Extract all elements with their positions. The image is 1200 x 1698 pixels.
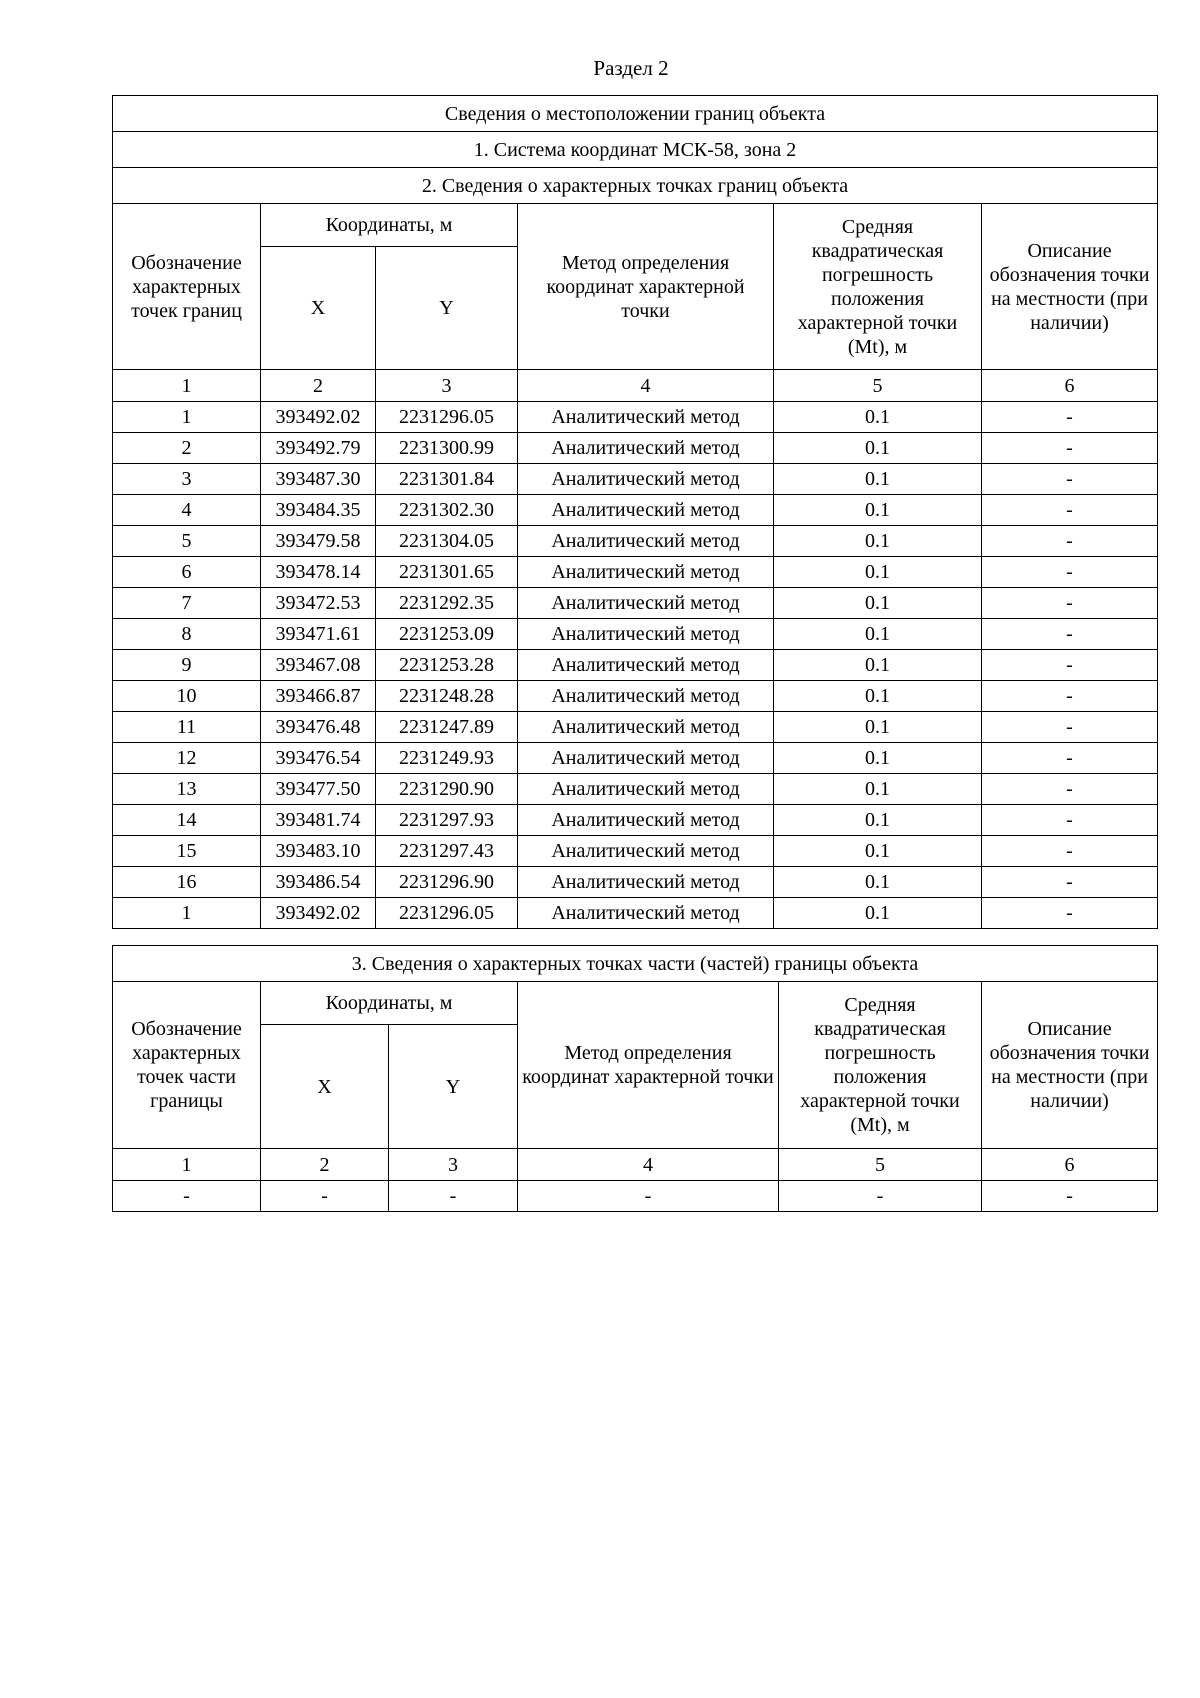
y-coordinate-cell: 2231249.93: [376, 743, 518, 774]
x-coordinate-cell: 393492.79: [261, 433, 376, 464]
x-coordinate-cell: 393471.61: [261, 619, 376, 650]
x-coordinate-cell: 393481.74: [261, 805, 376, 836]
table1-caption: 2. Сведения о характерных точках границ объекта: [113, 168, 1158, 204]
column-number: 2: [261, 370, 376, 402]
method-cell: Аналитический метод: [518, 867, 774, 898]
error-cell: 0.1: [774, 495, 982, 526]
column-number: 5: [774, 370, 982, 402]
description-cell: -: [982, 898, 1158, 929]
error-cell: 0.1: [774, 867, 982, 898]
header-x: X: [261, 247, 376, 370]
column-number: 3: [376, 370, 518, 402]
header-point-designation: Обозначение характерных точек границ: [113, 204, 261, 370]
x-coordinate-cell: 393484.35: [261, 495, 376, 526]
column-number: 6: [982, 1149, 1158, 1181]
description-cell: -: [982, 836, 1158, 867]
error-cell: 0.1: [774, 712, 982, 743]
x-coordinate-cell: 393486.54: [261, 867, 376, 898]
header-method: Метод определения координат характерной точки: [518, 982, 779, 1149]
y-coordinate-cell: 2231301.84: [376, 464, 518, 495]
table-row: [113, 712, 1158, 743]
point-number-cell: 15: [113, 836, 261, 867]
object-boundaries-title: Сведения о местоположении границ объекта: [113, 96, 1158, 132]
y-coordinate-cell: 2231300.99: [376, 433, 518, 464]
header-mean-square-error: Средняя квадратическая погрешность положения характерной точки (Mt), м: [779, 982, 982, 1149]
method-cell: Аналитический метод: [518, 402, 774, 433]
column-number: 5: [779, 1149, 982, 1181]
point-number-cell: 1: [113, 402, 261, 433]
description-cell: -: [982, 588, 1158, 619]
table-row: [113, 619, 1158, 650]
y-coordinate-cell: 2231248.28: [376, 681, 518, 712]
point-number-cell: 8: [113, 619, 261, 650]
x-coordinate-cell: 393487.30: [261, 464, 376, 495]
description-cell: -: [982, 867, 1158, 898]
table-row: [113, 836, 1158, 867]
point-number-cell: 2: [113, 433, 261, 464]
description-cell: -: [982, 681, 1158, 712]
point-number-cell: -: [113, 1181, 261, 1212]
table-row: [113, 526, 1158, 557]
x-coordinate-cell: 393477.50: [261, 774, 376, 805]
x-coordinate-cell: 393476.54: [261, 743, 376, 774]
column-number-row: [113, 1149, 1158, 1181]
x-coordinate-cell: -: [261, 1181, 389, 1212]
error-cell: 0.1: [774, 526, 982, 557]
y-coordinate-cell: 2231296.90: [376, 867, 518, 898]
column-number: 2: [261, 1149, 389, 1181]
y-coordinate-cell: 2231290.90: [376, 774, 518, 805]
description-cell: -: [982, 774, 1158, 805]
y-coordinate-cell: 2231296.05: [376, 402, 518, 433]
description-cell: -: [982, 557, 1158, 588]
error-cell: 0.1: [774, 774, 982, 805]
point-number-cell: 7: [113, 588, 261, 619]
x-coordinate-cell: 393466.87: [261, 681, 376, 712]
y-coordinate-cell: 2231247.89: [376, 712, 518, 743]
x-coordinate-cell: 393483.10: [261, 836, 376, 867]
table-row: [113, 495, 1158, 526]
description-cell: -: [982, 805, 1158, 836]
description-cell: -: [982, 619, 1158, 650]
description-cell: -: [982, 650, 1158, 681]
method-cell: Аналитический метод: [518, 557, 774, 588]
y-coordinate-cell: 2231296.05: [376, 898, 518, 929]
column-number: 6: [982, 370, 1158, 402]
header-x: X: [261, 1025, 389, 1149]
point-number-cell: 5: [113, 526, 261, 557]
error-cell: 0.1: [774, 898, 982, 929]
point-number-cell: 14: [113, 805, 261, 836]
error-cell: 0.1: [774, 619, 982, 650]
y-coordinate-cell: 2231297.43: [376, 836, 518, 867]
method-cell: Аналитический метод: [518, 588, 774, 619]
column-number: 4: [518, 1149, 779, 1181]
header-point-designation: Обозначение характерных точек части границы: [113, 982, 261, 1149]
description-cell: -: [982, 495, 1158, 526]
header-y: Y: [376, 247, 518, 370]
y-coordinate-cell: 2231253.28: [376, 650, 518, 681]
method-cell: Аналитический метод: [518, 774, 774, 805]
method-cell: Аналитический метод: [518, 433, 774, 464]
table-row: [113, 743, 1158, 774]
error-cell: 0.1: [774, 557, 982, 588]
point-number-cell: 13: [113, 774, 261, 805]
method-cell: Аналитический метод: [518, 898, 774, 929]
y-coordinate-cell: 2231297.93: [376, 805, 518, 836]
error-cell: 0.1: [774, 836, 982, 867]
table2-caption: 3. Сведения о характерных точках части (частей) границы объекта: [113, 946, 1158, 982]
column-number: 1: [113, 1149, 261, 1181]
column-number-row: [113, 370, 1158, 402]
error-cell: -: [779, 1181, 982, 1212]
point-number-cell: 3: [113, 464, 261, 495]
point-number-cell: 6: [113, 557, 261, 588]
method-cell: Аналитический метод: [518, 681, 774, 712]
y-coordinate-cell: -: [389, 1181, 518, 1212]
method-cell: Аналитический метод: [518, 495, 774, 526]
table-row: [113, 681, 1158, 712]
header-coordinates: Координаты, м: [261, 982, 518, 1025]
point-number-cell: 9: [113, 650, 261, 681]
error-cell: 0.1: [774, 805, 982, 836]
part-boundary-points-table: [112, 945, 1158, 1212]
point-number-cell: 1: [113, 898, 261, 929]
table-row: [113, 867, 1158, 898]
table-row: [113, 464, 1158, 495]
description-cell: -: [982, 526, 1158, 557]
description-cell: -: [982, 1181, 1158, 1212]
method-cell: Аналитический метод: [518, 619, 774, 650]
method-cell: Аналитический метод: [518, 712, 774, 743]
header-description: Описание обозначения точки на местности (при наличии): [982, 982, 1158, 1149]
error-cell: 0.1: [774, 743, 982, 774]
y-coordinate-cell: 2231292.35: [376, 588, 518, 619]
header-y: Y: [389, 1025, 518, 1149]
point-number-cell: 10: [113, 681, 261, 712]
x-coordinate-cell: 393479.58: [261, 526, 376, 557]
point-number-cell: 4: [113, 495, 261, 526]
method-cell: Аналитический метод: [518, 526, 774, 557]
error-cell: 0.1: [774, 433, 982, 464]
y-coordinate-cell: 2231253.09: [376, 619, 518, 650]
header-coordinates: Координаты, м: [261, 204, 518, 247]
coordinate-system-row: 1. Система координат МСК-58, зона 2: [113, 132, 1158, 168]
header-mean-square-error: Средняя квадратическая погрешность положения характерной точки (Mt), м: [774, 204, 982, 370]
column-number: 3: [389, 1149, 518, 1181]
x-coordinate-cell: 393472.53: [261, 588, 376, 619]
error-cell: 0.1: [774, 650, 982, 681]
table-row: [113, 588, 1158, 619]
method-cell: Аналитический метод: [518, 650, 774, 681]
description-cell: -: [982, 464, 1158, 495]
table-row: [113, 402, 1158, 433]
x-coordinate-cell: 393478.14: [261, 557, 376, 588]
x-coordinate-cell: 393467.08: [261, 650, 376, 681]
table-row: [113, 557, 1158, 588]
x-coordinate-cell: 393476.48: [261, 712, 376, 743]
point-number-cell: 11: [113, 712, 261, 743]
x-coordinate-cell: 393492.02: [261, 898, 376, 929]
error-cell: 0.1: [774, 681, 982, 712]
table-row: [113, 650, 1158, 681]
description-cell: -: [982, 433, 1158, 464]
point-number-cell: 16: [113, 867, 261, 898]
header-description: Описание обозначения точки на местности (при наличии): [982, 204, 1158, 370]
y-coordinate-cell: 2231302.30: [376, 495, 518, 526]
x-coordinate-cell: 393492.02: [261, 402, 376, 433]
y-coordinate-cell: 2231304.05: [376, 526, 518, 557]
method-cell: Аналитический метод: [518, 836, 774, 867]
method-cell: Аналитический метод: [518, 743, 774, 774]
error-cell: 0.1: [774, 588, 982, 619]
description-cell: -: [982, 743, 1158, 774]
table-row: [113, 898, 1158, 929]
error-cell: 0.1: [774, 464, 982, 495]
y-coordinate-cell: 2231301.65: [376, 557, 518, 588]
method-cell: -: [518, 1181, 779, 1212]
boundary-points-table: [112, 95, 1158, 929]
column-number: 1: [113, 370, 261, 402]
method-cell: Аналитический метод: [518, 805, 774, 836]
header-method: Метод определения координат характерной точки: [518, 204, 774, 370]
table-row: [113, 774, 1158, 805]
section-label: Раздел 2: [593, 56, 669, 80]
table-row: [113, 805, 1158, 836]
method-cell: Аналитический метод: [518, 464, 774, 495]
table-row: [113, 433, 1158, 464]
description-cell: -: [982, 712, 1158, 743]
point-number-cell: 12: [113, 743, 261, 774]
column-number: 4: [518, 370, 774, 402]
error-cell: 0.1: [774, 402, 982, 433]
description-cell: -: [982, 402, 1158, 433]
table-row: [113, 1181, 1158, 1212]
